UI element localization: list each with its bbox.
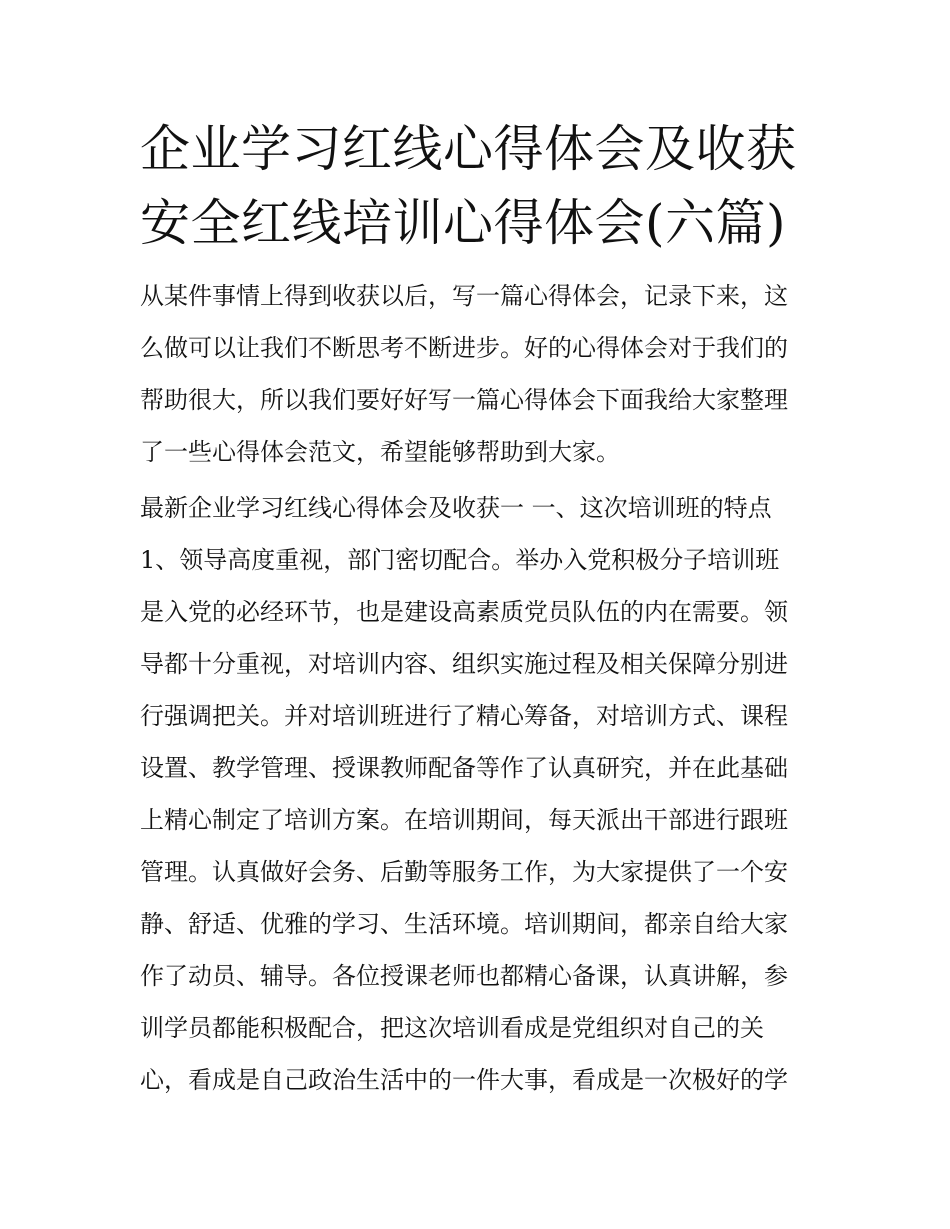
intro-line: 了一些心得体会范文，希望能够帮助到大家。 bbox=[140, 438, 620, 466]
intro-line: 么做可以让我们不断思考不断进步。好的心得体会对于我们的 bbox=[140, 334, 788, 362]
body-line: 行强调把关。并对培训班进行了精心筹备，对培训方式、课程 bbox=[140, 702, 788, 730]
body-line: 上精心制定了培训方案。在培训期间，每天派出干部进行跟班 bbox=[140, 806, 788, 834]
body-line: 是入党的必经环节，也是建设高素质党员队伍的内在需要。领 bbox=[140, 598, 788, 626]
body-line: 导都十分重视，对培训内容、组织实施过程及相关保障分别进 bbox=[140, 650, 788, 678]
intro-line: 帮助很大，所以我们要好好写一篇心得体会下面我给大家整理 bbox=[140, 386, 788, 414]
body-line: 1、领导高度重视，部门密切配合。举办入党积极分子培训班 bbox=[140, 546, 780, 574]
document-title bbox=[140, 112, 815, 260]
section-heading-line: 最新企业学习红线心得体会及收获一 一、这次培训班的特点 bbox=[140, 494, 772, 522]
intro-line: 从某件事情上得到收获以后，写一篇心得体会，记录下来，这 bbox=[140, 282, 788, 310]
title-line: 安全红线培训心得体会(六篇) bbox=[140, 194, 787, 252]
body-paragraph bbox=[140, 534, 815, 1106]
body-line: 静、舒适、优雅的学习、生活环境。培训期间，都亲自给大家 bbox=[140, 910, 788, 938]
body-line: 设置、教学管理、授课教师配备等作了认真研究，并在此基础 bbox=[140, 754, 788, 782]
document-page bbox=[140, 112, 815, 1106]
body-line: 管理。认真做好会务、后勤等服务工作，为大家提供了一个安 bbox=[140, 858, 788, 886]
section-heading bbox=[140, 482, 815, 534]
body-line: 心，看成是自己政治生活中的一件大事，看成是一次极好的学 bbox=[140, 1066, 788, 1094]
body-line: 训学员都能积极配合，把这次培训看成是党组织对自己的关 bbox=[140, 1014, 764, 1042]
intro-paragraph bbox=[140, 270, 815, 478]
body-line: 作了动员、辅导。各位授课老师也都精心备课，认真讲解，参 bbox=[140, 962, 788, 990]
title-line: 企业学习红线心得体会及收获 bbox=[140, 120, 797, 178]
